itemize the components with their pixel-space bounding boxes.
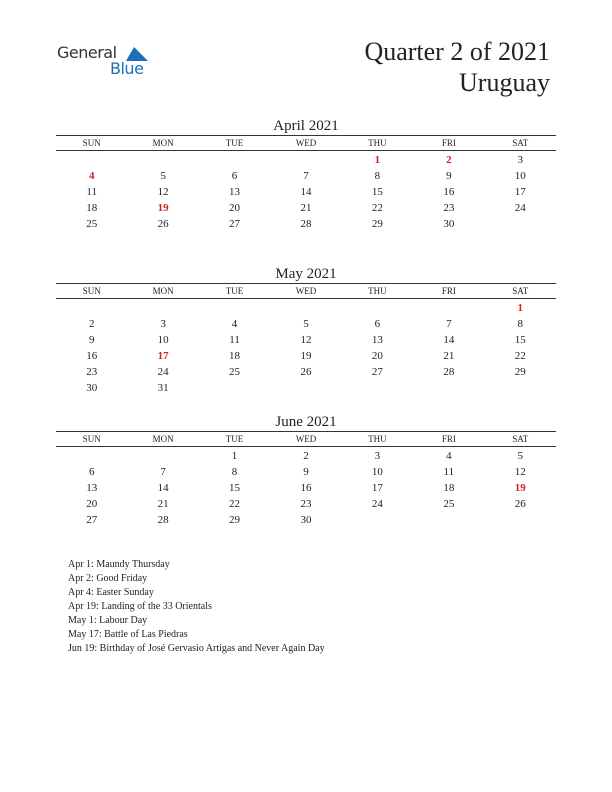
calendar-day: 20 — [371, 350, 383, 362]
empty-day-cell — [56, 300, 127, 316]
calendar-day: 26 — [157, 218, 169, 230]
calendar-day: 26 — [300, 366, 312, 378]
weekday-label: WED — [295, 138, 317, 148]
weekday-header — [56, 136, 556, 150]
calendar-day: 12 — [514, 466, 526, 478]
empty-day-cell — [56, 152, 127, 168]
calendar-day: 15 — [514, 334, 526, 346]
calendar-day: 7 — [160, 466, 166, 478]
calendar-day: 15 — [229, 482, 241, 494]
weekday-label: TUE — [225, 138, 244, 148]
calendar-day: 27 — [229, 218, 241, 230]
empty-day-cell — [413, 300, 484, 316]
calendar-day: 24 — [514, 202, 526, 214]
weekday-rule — [56, 298, 556, 299]
empty-day-cell — [413, 512, 484, 528]
calendar-day: 25 — [229, 366, 241, 378]
weekday-label: SAT — [512, 434, 529, 444]
weekday-label: THU — [368, 138, 387, 148]
weekday-label: FRI — [441, 286, 456, 296]
calendar-day: 16 — [86, 350, 98, 362]
calendar-day: 19 — [157, 202, 169, 214]
calendar-day: 18 — [86, 202, 98, 214]
calendar-day: 30 — [443, 218, 455, 230]
calendar-day: 3 — [160, 318, 166, 330]
holiday-item: May 17: Battle of Las Piedras — [68, 629, 188, 640]
weekday-label: WED — [295, 286, 317, 296]
calendar-day: 6 — [374, 318, 381, 330]
calendar-day: 16 — [443, 186, 455, 198]
calendar-day: 29 — [371, 218, 383, 230]
empty-day-cell — [342, 512, 413, 528]
calendar-day: 28 — [443, 366, 455, 378]
calendar-day: 14 — [443, 334, 455, 346]
brand-word-general: General — [57, 43, 117, 62]
calendar-day: 22 — [229, 498, 241, 510]
calendar-day: 30 — [86, 382, 98, 394]
month-june — [56, 413, 556, 528]
weekday-header — [56, 432, 556, 446]
calendar-day: 8 — [231, 466, 238, 478]
calendar-day: 23 — [86, 366, 98, 378]
calendar-day: 18 — [443, 482, 455, 494]
empty-day-cell — [127, 300, 198, 316]
calendar-day: 17 — [514, 186, 526, 198]
weekday-label: WED — [295, 434, 317, 444]
calendar-day: 10 — [514, 170, 526, 182]
calendar-day: 20 — [86, 498, 98, 510]
calendar-day: 2 — [88, 318, 95, 330]
calendar-day: 9 — [303, 466, 309, 478]
weekday-label: SUN — [82, 286, 101, 296]
calendar-day: 25 — [86, 218, 98, 230]
empty-day-cell — [199, 152, 270, 168]
calendar-day: 12 — [157, 186, 169, 198]
calendar-day: 21 — [443, 350, 455, 362]
calendar-day: 21 — [300, 202, 312, 214]
calendar-day: 24 — [157, 366, 169, 378]
calendar-day: 16 — [300, 482, 312, 494]
holiday-item: Jun 19: Birthday of José Gervasio Artigas and Never Again Day — [68, 643, 325, 654]
calendar-day: 13 — [371, 334, 383, 346]
calendar-day: 12 — [300, 334, 312, 346]
month-title: June 2021 — [275, 414, 337, 430]
calendar-day: 11 — [229, 334, 240, 346]
calendar-day: 22 — [514, 350, 526, 362]
calendar-day: 13 — [229, 186, 241, 198]
empty-day-cell — [270, 300, 341, 316]
calendar-day: 1 — [517, 302, 523, 314]
weekday-label: THU — [368, 286, 387, 296]
holiday-item: Apr 1: Maundy Thursday — [68, 559, 170, 570]
empty-day-cell — [485, 512, 556, 528]
calendar-day: 23 — [300, 498, 312, 510]
calendar-day: 27 — [86, 514, 98, 526]
calendar-day: 22 — [371, 202, 383, 214]
empty-day-cell — [270, 152, 341, 168]
month-april — [56, 117, 556, 232]
calendar-day: 5 — [517, 450, 523, 462]
calendar-day: 7 — [446, 318, 452, 330]
weekday-label: MON — [152, 434, 174, 444]
calendar-day: 24 — [371, 498, 383, 510]
empty-day-cell — [56, 448, 127, 464]
empty-day-cell — [485, 216, 556, 232]
calendar-day: 7 — [303, 170, 309, 182]
calendar-day: 2 — [446, 154, 452, 166]
month-may — [56, 265, 556, 396]
calendar-day: 1 — [231, 450, 238, 462]
month-title: April 2021 — [273, 118, 339, 134]
calendar-day: 5 — [303, 318, 309, 330]
calendar-day: 21 — [157, 498, 169, 510]
calendar-day: 28 — [157, 514, 169, 526]
empty-day-cell — [342, 380, 413, 396]
calendar-day: 29 — [514, 366, 526, 378]
calendar-day: 11 — [86, 186, 97, 198]
calendar-day: 18 — [229, 350, 241, 362]
calendar-day: 6 — [231, 170, 238, 182]
quarter-title: Quarter 2 of 2021 — [364, 37, 550, 66]
empty-day-cell — [127, 448, 198, 464]
calendar-day: 25 — [443, 498, 455, 510]
calendar-day: 8 — [517, 318, 523, 330]
holiday-list — [68, 558, 325, 656]
calendar-day: 3 — [517, 154, 523, 166]
weekday-label: SUN — [82, 138, 101, 148]
weekday-label: SAT — [512, 286, 529, 296]
calendar-day: 29 — [229, 514, 241, 526]
day-grid — [56, 300, 556, 396]
weekday-label: SUN — [82, 434, 101, 444]
empty-day-cell — [270, 380, 341, 396]
calendar-day: 27 — [371, 366, 383, 378]
calendar-day: 8 — [374, 170, 381, 182]
calendar-day: 20 — [229, 202, 241, 214]
calendar-day: 13 — [86, 482, 98, 494]
calendar-day: 28 — [300, 218, 312, 230]
weekday-label: THU — [368, 434, 387, 444]
day-grid — [56, 152, 556, 232]
empty-day-cell — [413, 380, 484, 396]
calendar-day: 26 — [514, 498, 526, 510]
calendar-day: 19 — [300, 350, 312, 362]
brand-word-blue: Blue — [110, 59, 144, 78]
calendar-day: 1 — [374, 154, 381, 166]
holiday-item: Apr 2: Good Friday — [68, 573, 148, 584]
month-title: May 2021 — [275, 266, 337, 282]
calendar-day: 19 — [514, 482, 526, 494]
weekday-label: FRI — [441, 138, 456, 148]
weekday-header — [56, 284, 556, 298]
weekday-rule — [56, 150, 556, 151]
calendar-day: 9 — [446, 170, 452, 182]
calendar-day: 4 — [446, 450, 452, 462]
calendar-day: 10 — [157, 334, 169, 346]
calendar-day: 14 — [157, 482, 169, 494]
empty-day-cell — [199, 380, 270, 396]
holiday-item: Apr 4: Easter Sunday — [68, 587, 154, 598]
calendar-day: 14 — [300, 186, 312, 198]
calendar-day: 17 — [157, 350, 169, 362]
calendar-day: 6 — [88, 466, 95, 478]
weekday-label: MON — [152, 138, 174, 148]
calendar-day: 3 — [374, 450, 381, 462]
empty-day-cell — [199, 300, 270, 316]
calendar-day: 15 — [371, 186, 383, 198]
calendar-day: 17 — [371, 482, 383, 494]
weekday-label: FRI — [441, 434, 456, 444]
calendar-day: 11 — [443, 466, 455, 478]
calendar-day: 4 — [231, 318, 238, 330]
weekday-label: SAT — [512, 138, 529, 148]
empty-day-cell — [342, 300, 413, 316]
holiday-item: Apr 19: Landing of the 33 Orientals — [68, 601, 212, 612]
holiday-item: May 1: Labour Day — [68, 615, 148, 626]
calendar-day: 31 — [157, 382, 169, 394]
calendar-day: 30 — [300, 514, 312, 526]
weekday-label: TUE — [225, 286, 244, 296]
empty-day-cell — [127, 152, 198, 168]
brand-logo — [57, 43, 157, 83]
weekday-label: MON — [152, 286, 174, 296]
country-title: Uruguay — [459, 68, 550, 97]
weekday-label: TUE — [225, 434, 244, 444]
weekday-rule — [56, 446, 556, 447]
page-title — [364, 36, 550, 98]
calendar-day: 2 — [303, 450, 309, 462]
day-grid — [56, 448, 556, 528]
calendar-day: 10 — [371, 466, 383, 478]
calendar-day: 23 — [443, 202, 455, 214]
calendar-day: 4 — [88, 170, 95, 182]
calendar-day: 5 — [160, 170, 166, 182]
calendar-day: 9 — [88, 334, 95, 346]
empty-day-cell — [485, 380, 556, 396]
